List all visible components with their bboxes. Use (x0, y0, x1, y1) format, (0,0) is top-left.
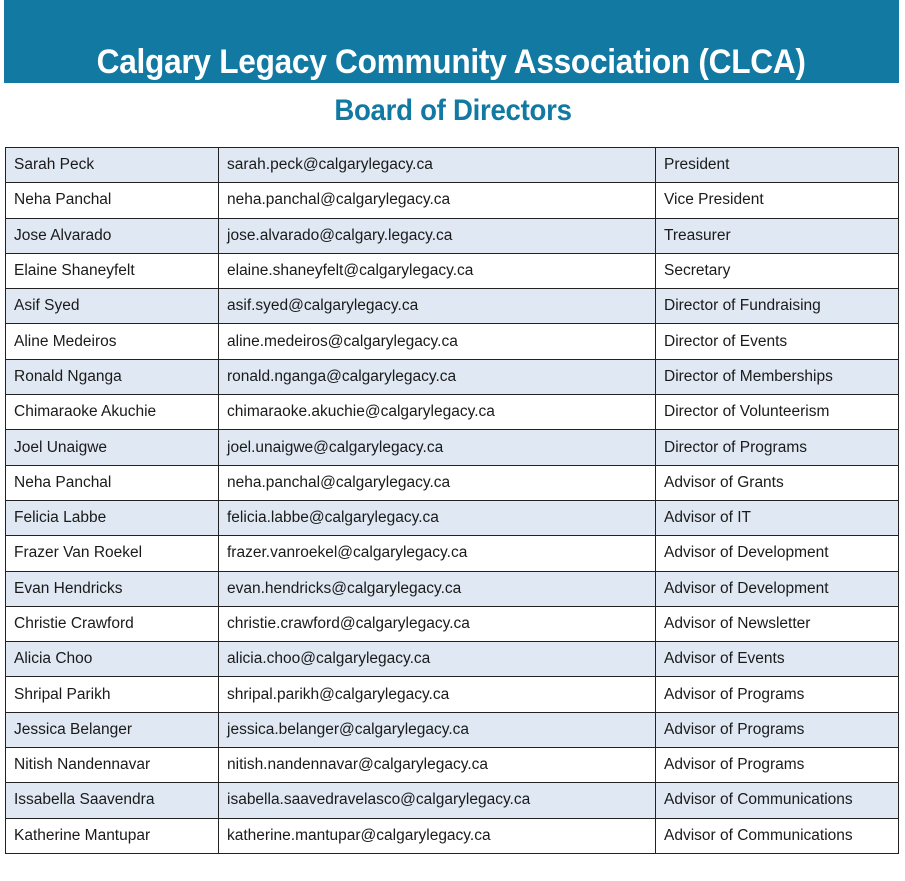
director-name-cell: Evan Hendricks (6, 571, 219, 606)
director-role-cell: Director of Memberships (656, 359, 899, 394)
director-role-cell: Advisor of Programs (656, 677, 899, 712)
table-row (6, 748, 899, 783)
director-role-cell: Advisor of Programs (656, 712, 899, 747)
director-role-cell: Secretary (656, 253, 899, 288)
director-email-cell: christie.crawford@calgarylegacy.ca (219, 606, 656, 641)
director-email-cell: chimaraoke.akuchie@calgarylegacy.ca (219, 395, 656, 430)
director-name-cell: Katherine Mantupar (6, 818, 219, 853)
director-email-cell: sarah.peck@calgarylegacy.ca (219, 148, 656, 183)
director-name-cell: Aline Medeiros (6, 324, 219, 359)
director-name-cell: Shripal Parikh (6, 677, 219, 712)
header-banner (4, 0, 899, 83)
director-name-cell: Felicia Labbe (6, 500, 219, 535)
director-email-cell: elaine.shaneyfelt@calgarylegacy.ca (219, 253, 656, 288)
director-name-cell: Joel Unaigwe (6, 430, 219, 465)
director-name-cell: Frazer Van Roekel (6, 536, 219, 571)
director-name-cell: Chimaraoke Akuchie (6, 395, 219, 430)
director-email-cell: jessica.belanger@calgarylegacy.ca (219, 712, 656, 747)
director-name-cell: Jose Alvarado (6, 218, 219, 253)
director-email-cell: nitish.nandennavar@calgarylegacy.ca (219, 748, 656, 783)
table-row (6, 571, 899, 606)
table-row (6, 289, 899, 324)
director-role-cell: Advisor of Development (656, 536, 899, 571)
table-row (6, 218, 899, 253)
directors-table-body (6, 148, 899, 854)
director-name-cell: Sarah Peck (6, 148, 219, 183)
page-title: Calgary Legacy Community Association (CLCA) (97, 43, 806, 81)
table-row (6, 642, 899, 677)
table-row (6, 500, 899, 535)
table-row (6, 359, 899, 394)
director-role-cell: President (656, 148, 899, 183)
director-name-cell: Neha Panchal (6, 183, 219, 218)
director-name-cell: Neha Panchal (6, 465, 219, 500)
director-name-cell: Jessica Belanger (6, 712, 219, 747)
subtitle-text: Board of Directors (333, 94, 572, 127)
director-role-cell: Treasurer (656, 218, 899, 253)
table-row (6, 183, 899, 218)
director-role-cell: Advisor of Events (656, 642, 899, 677)
director-email-cell: alicia.choo@calgarylegacy.ca (219, 642, 656, 677)
director-email-cell: neha.panchal@calgarylegacy.ca (219, 183, 656, 218)
page-subtitle (0, 96, 905, 126)
director-name-cell: Asif Syed (6, 289, 219, 324)
director-email-cell: felicia.labbe@calgarylegacy.ca (219, 500, 656, 535)
director-role-cell: Advisor of Grants (656, 465, 899, 500)
director-name-cell: Ronald Nganga (6, 359, 219, 394)
table-row (6, 430, 899, 465)
director-email-cell: frazer.vanroekel@calgarylegacy.ca (219, 536, 656, 571)
director-role-cell: Advisor of Communications (656, 783, 899, 818)
director-role-cell: Advisor of Newsletter (656, 606, 899, 641)
table-row (6, 677, 899, 712)
table-row (6, 253, 899, 288)
director-name-cell: Christie Crawford (6, 606, 219, 641)
director-email-cell: asif.syed@calgarylegacy.ca (219, 289, 656, 324)
director-role-cell: Director of Volunteerism (656, 395, 899, 430)
director-role-cell: Vice President (656, 183, 899, 218)
table-row (6, 818, 899, 853)
director-role-cell: Director of Programs (656, 430, 899, 465)
director-email-cell: neha.panchal@calgarylegacy.ca (219, 465, 656, 500)
director-role-cell: Advisor of Development (656, 571, 899, 606)
director-name-cell: Elaine Shaneyfelt (6, 253, 219, 288)
director-email-cell: ronald.nganga@calgarylegacy.ca (219, 359, 656, 394)
table-row (6, 712, 899, 747)
directors-table (5, 147, 899, 854)
table-row (6, 395, 899, 430)
director-email-cell: jose.alvarado@calgary.legacy.ca (219, 218, 656, 253)
director-role-cell: Director of Events (656, 324, 899, 359)
table-row (6, 606, 899, 641)
director-role-cell: Director of Fundraising (656, 289, 899, 324)
director-name-cell: Alicia Choo (6, 642, 219, 677)
table-row (6, 148, 899, 183)
table-row (6, 465, 899, 500)
director-email-cell: evan.hendricks@calgarylegacy.ca (219, 571, 656, 606)
director-email-cell: shripal.parikh@calgarylegacy.ca (219, 677, 656, 712)
director-role-cell: Advisor of Programs (656, 748, 899, 783)
director-name-cell: Issabella Saavendra (6, 783, 219, 818)
table-row (6, 536, 899, 571)
director-role-cell: Advisor of Communications (656, 818, 899, 853)
table-row (6, 783, 899, 818)
director-name-cell: Nitish Nandennavar (6, 748, 219, 783)
director-email-cell: katherine.mantupar@calgarylegacy.ca (219, 818, 656, 853)
table-row (6, 324, 899, 359)
director-role-cell: Advisor of IT (656, 500, 899, 535)
director-email-cell: aline.medeiros@calgarylegacy.ca (219, 324, 656, 359)
director-email-cell: joel.unaigwe@calgarylegacy.ca (219, 430, 656, 465)
director-email-cell: isabella.saavedravelasco@calgarylegacy.ca (219, 783, 656, 818)
